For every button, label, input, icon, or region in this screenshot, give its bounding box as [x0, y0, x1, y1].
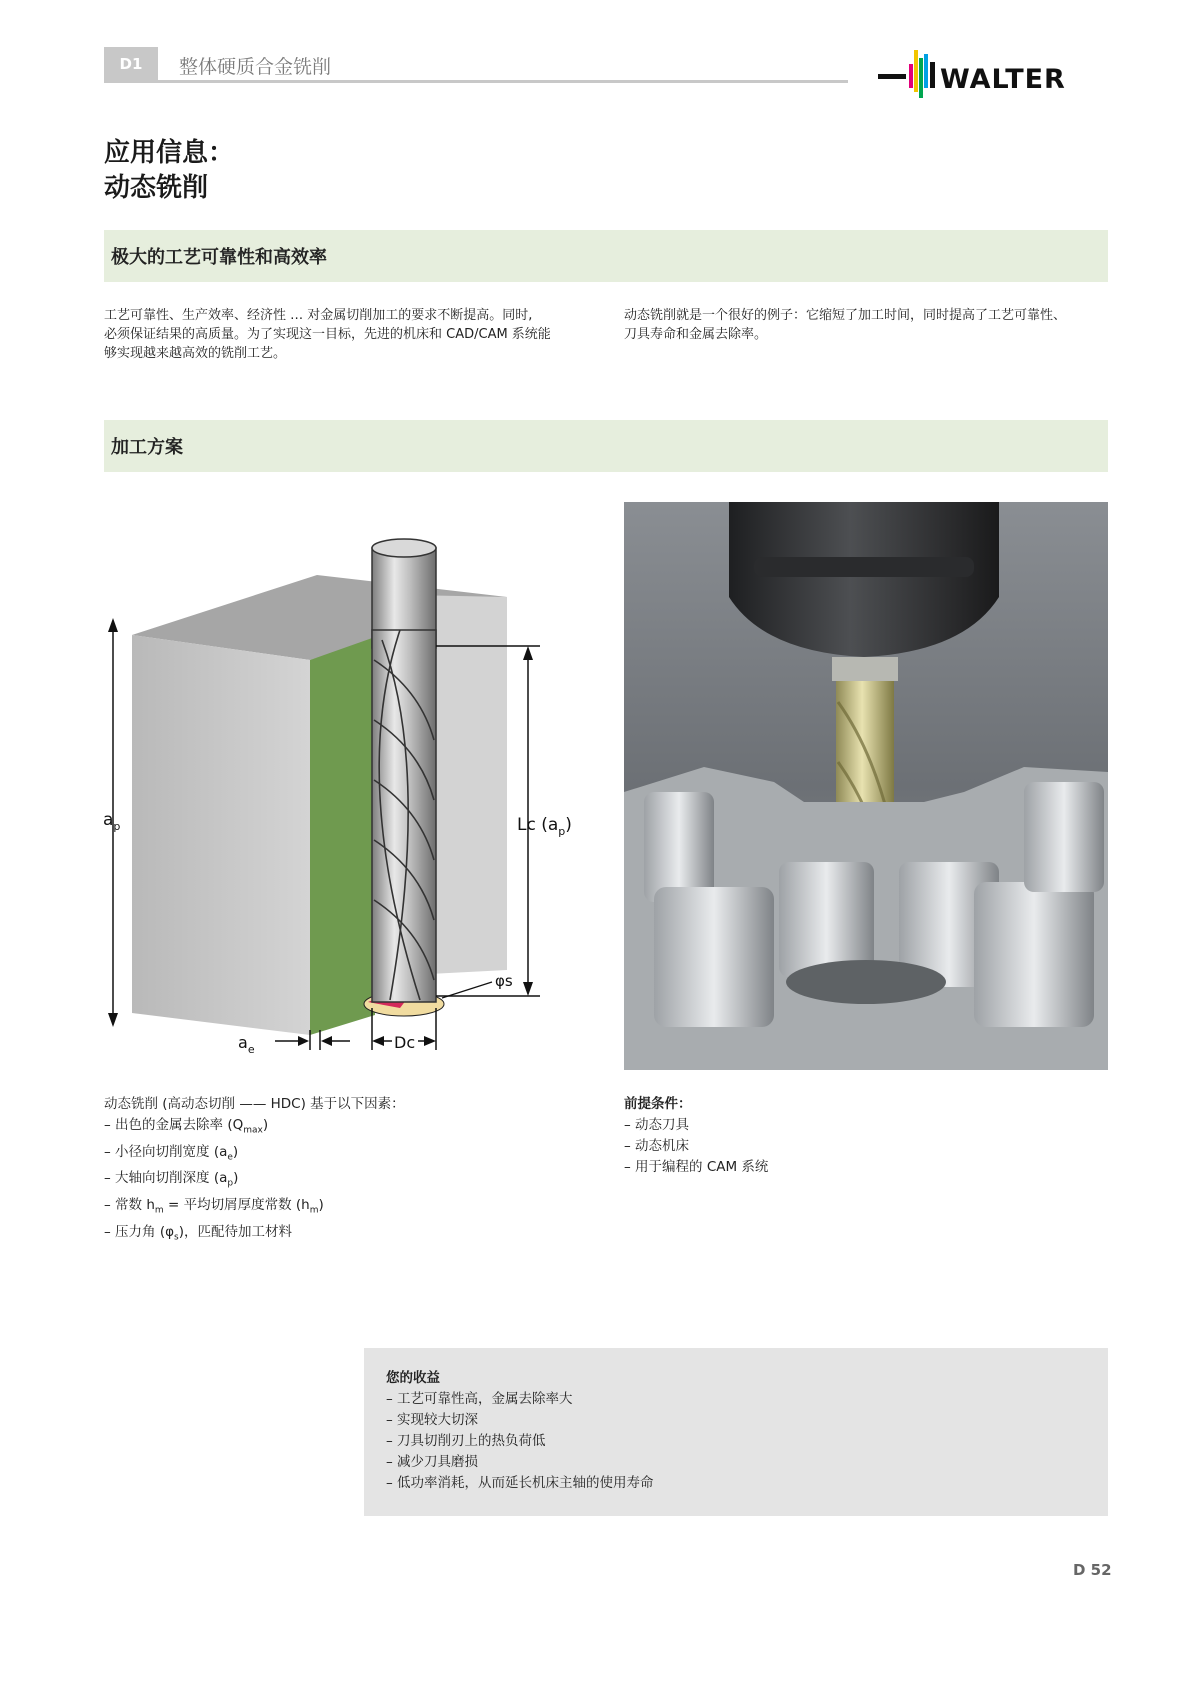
- intro-paragraph-right: [624, 306, 1108, 344]
- page-title-line1: 应用信息：: [104, 138, 235, 168]
- machining-photo: [624, 502, 1108, 1070]
- text-line: 必须保证结果的高质量。为了实现这一目标，先进的机床和 CAD/CAM 系统能: [104, 327, 551, 342]
- text-line: 刀具寿命和金属去除率。: [624, 327, 768, 342]
- prerequisites-heading: 前提条件：: [624, 1096, 692, 1112]
- list-item: – 小径向切削宽度 $(a_e)$: [104, 1143, 239, 1163]
- spindle-head: [729, 502, 999, 657]
- label-ae: $a_e$: [238, 1033, 255, 1056]
- header-rule: [104, 80, 848, 83]
- tool-holder: [832, 657, 898, 681]
- label-dc: Dc: [394, 1033, 416, 1052]
- list-item: – 动态机床: [624, 1138, 690, 1154]
- walter-logo: [878, 44, 1108, 102]
- benefits-box: [364, 1348, 1108, 1516]
- workpiece-green-cut-face: [310, 637, 375, 1035]
- list-item: – 实现较大切深: [386, 1412, 479, 1428]
- list-item: – 刀具切削刃上的热负荷低: [386, 1433, 546, 1449]
- hdc-factors-list: [104, 1094, 584, 1248]
- page-number: D 52: [1073, 1561, 1112, 1579]
- section-tag: D1: [104, 47, 158, 81]
- page-title-line2: 动态铣削: [104, 173, 209, 203]
- text-line: 够实现越来越高效的铣削工艺。: [104, 346, 287, 361]
- factors-heading: 动态铣削 (高动态切削 —— HDC) 基于以下因素：: [104, 1096, 405, 1112]
- prerequisites-list: [624, 1094, 1104, 1178]
- logo-wordmark: WALTER: [940, 64, 1066, 95]
- section-title: 整体硬质合金铣削: [179, 56, 332, 78]
- list-item: – 工艺可靠性高，金属去除率大: [386, 1391, 573, 1407]
- list-item: – 压力角 $(\varphi_s)$，匹配待加工材料: [104, 1223, 292, 1243]
- page-title: [104, 136, 234, 206]
- list-item: – 常数 $h_m$ = 平均切屑厚度常数 $(h_m)$: [104, 1197, 324, 1216]
- list-item: – 低功率消耗，从而延长机床主轴的使用寿命: [386, 1475, 654, 1491]
- section-heading-reliability: 极大的工艺可靠性和高效率: [104, 230, 1108, 282]
- label-lc: Lc $(a_p)$: [517, 815, 572, 838]
- section-heading-solution: 加工方案: [104, 420, 1108, 472]
- list-item: – 用于编程的 CAM 系统: [624, 1159, 769, 1175]
- text-line: 工艺可靠性、生产效率、经济性 … 对金属切削加工的要求不断提高。同时,: [104, 308, 533, 323]
- label-ap: $a_p$: [103, 810, 121, 833]
- list-item: – 出色的金属去除率 $(Q_{max})$: [104, 1117, 269, 1136]
- intro-paragraph-left: [104, 306, 599, 363]
- text-line: 动态铣削就是一个很好的例子：它缩短了加工时间，同时提高了工艺可靠性、: [624, 308, 1067, 323]
- dynamic-milling-diagram: [100, 530, 570, 1070]
- label-phi-s: φs: [495, 972, 513, 990]
- list-item: – 大轴向切削深度 $(a_p)$: [104, 1170, 239, 1190]
- list-item: – 动态刀具: [624, 1117, 690, 1133]
- benefits-heading: 您的收益: [386, 1370, 440, 1386]
- list-item: – 减少刀具磨损: [386, 1454, 479, 1470]
- workpiece-front-face: [132, 635, 310, 1035]
